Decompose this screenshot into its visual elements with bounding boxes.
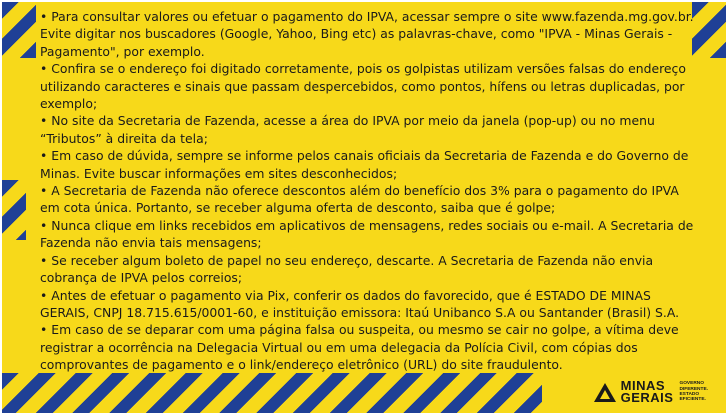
minas-gerais-logo [594,377,708,407]
logo-tag-line: EFICIENTE. [679,397,706,403]
tip-item: • Confira se o endereço foi digitado corretamente, pois os golpistas utilizam versões falsas do endereço utilizando caracteres e sinais que passam despercebidos, como pontos, hífens ou letras duplicadas, por exemplo; [40,61,686,112]
logo-tagline [679,381,708,403]
tip-item: • Em caso de se deparar com uma página falsa ou suspeita, ou mesmo se cair no golpe, a vítima deve registrar a ocorrência na Delegacia Virtual ou em uma delegacia da Polícia Civil, com cópias dos comprovantes de pagamento e o link/endereço eletrônico (URL) do site fraudulento. [40,322,679,373]
warning-card [2,2,726,413]
tip-item: • A Secretaria de Fazenda não oferece descontos além do benefício dos 3% para o pagamento do IPVA em cota única. Portanto, se receber alguma oferta de desconto, saiba que é golpe; [40,183,679,216]
logo-tag-line: DIFERENTE. [679,386,708,392]
tip-item: • Nunca clique em links recebidos em aplicativos de mensagens, redes sociais ou e-mail. A Secretaria de Fazenda não envia tais mensagens; [40,217,694,251]
triangle-logo-icon [594,381,616,403]
decorative-stripes-bottom [2,373,542,413]
tip-item: • Antes de efetuar o pagamento via Pix, conferir os dados do favorecido, que é ESTADO DE MINAS GERAIS, CNPJ 18.715.615/0001-60, e instituição emissora: Itaú Unibanco S.A ou Santander (Brasil) S.A. [40,287,680,320]
tip-item: • Em caso de dúvida, sempre se informe pelos canais oficiais da Secretaria de Fazenda e do Governo de Minas. Evite buscar informações em sites desconhecidos; [40,148,689,181]
logo-line-2: GERAIS [620,390,674,405]
tip-item: • Se receber algum boleto de papel no seu endereço, descarte. A Secretaria de Fazenda não envia cobrança de IPVA pelos correios; [40,252,654,286]
decorative-stripes-mid-left [2,180,26,240]
decorative-stripes-top-left [2,2,36,58]
tip-item: • Para consultar valores ou efetuar o pagamento do IPVA, acessar sempre o site www.fazenda.mg.gov.br. Evite digitar nos buscadores (Google, Yahoo, Bing etc) as palavras-chave, como "IPVA - Minas Gerais - Pagamento", por exemplo. [40,9,694,59]
logo-wordmark [621,380,674,404]
logo-tag-line: GOVERNO [679,381,704,387]
logo-line-1: MINAS [620,378,666,393]
tips-list [40,8,702,374]
logo-tag-line: ESTADO [679,392,700,397]
tip-item: • No site da Secretaria de Fazenda, acesse a área do IPVA por meio da janela (pop-up) ou no menu “Tributos” à direita da tela; [40,113,655,146]
